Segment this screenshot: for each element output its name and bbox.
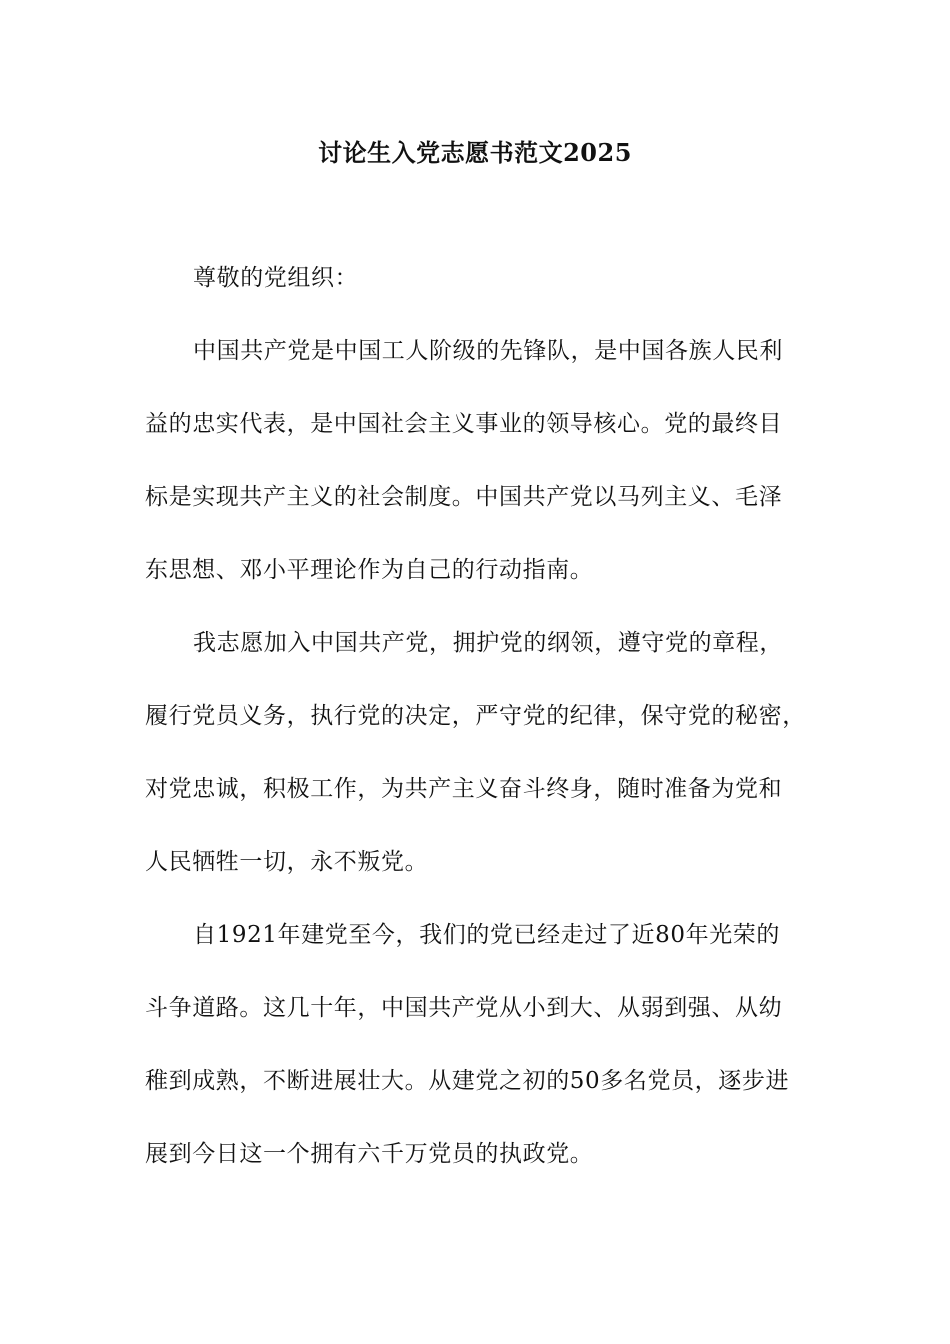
document-title: 讨论生入党志愿书范文2025	[318, 138, 632, 167]
paragraph-line: 斗争道路。这几十年，中国共产党从小到大、从弱到强、从幼	[145, 995, 783, 1021]
paragraph-line: 人民牺牲一切，永不叛党。	[145, 849, 429, 875]
paragraph-line: 我志愿加入中国共产党，拥护党的纲领，遵守党的章程，	[193, 630, 783, 656]
paragraph-line: 自1921年建党至今，我们的党已经走过了近80年光荣的	[193, 922, 780, 948]
paragraph-line: 履行党员义务，执行党的决定，严守党的纪律，保守党的秘密，	[145, 703, 806, 729]
paragraph-line: 展到今日这一个拥有六千万党员的执政党。	[145, 1141, 594, 1167]
paragraph-line: 对党忠诚，积极工作，为共产主义奋斗终身，随时准备为党和	[145, 776, 783, 802]
paragraph-line: 稚到成熟，不断进展壮大。从建党之初的50多名党员，逐步进	[145, 1068, 790, 1094]
paragraph-line: 标是实现共产主义的社会制度。中国共产党以马列主义、毛泽	[145, 484, 783, 510]
salutation: 尊敬的党组织：	[193, 265, 359, 291]
paragraph-line: 益的忠实代表，是中国社会主义事业的领导核心。党的最终目	[145, 411, 783, 437]
paragraph-line: 中国共产党是中国工人阶级的先锋队，是中国各族人民利	[193, 338, 783, 364]
paragraph-line: 东思想、邓小平理论作为自己的行动指南。	[145, 557, 594, 583]
